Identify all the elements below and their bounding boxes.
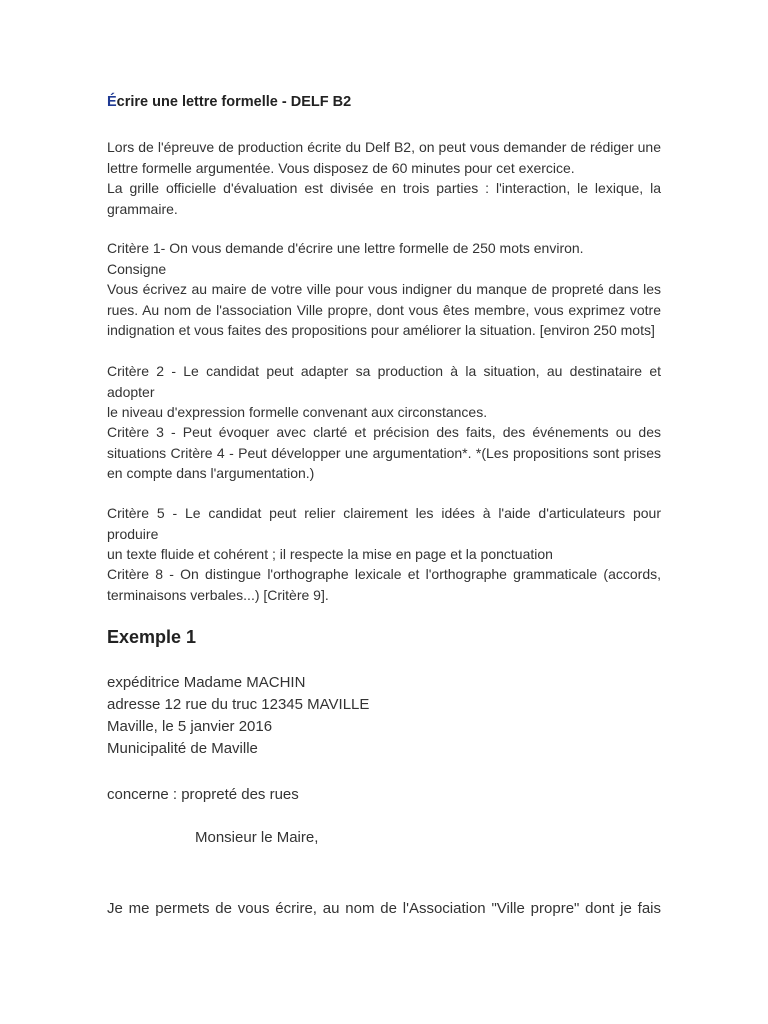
document-title xyxy=(107,94,351,110)
critere3-line: Critère 3 - Peut évoquer avec clarté et précision des faits, des événements ou des xyxy=(107,424,661,440)
letter-subject: concerne : propreté des rues xyxy=(107,786,299,803)
intro-paragraph xyxy=(107,137,661,219)
critere5-line: un texte fluide et cohérent ; il respecte la mise en page et la ponctuation xyxy=(107,546,553,562)
critere8-line: Critère 8 - On distingue l'orthographe lexicale et l'orthographe grammaticale (accords, xyxy=(107,566,661,582)
critere3-paragraph xyxy=(107,422,661,484)
exemple-heading: Exemple 1 xyxy=(107,627,197,647)
letter-salutation: Monsieur le Maire, xyxy=(195,829,319,846)
letter-recipient: Municipalité de Maville xyxy=(107,740,258,757)
intro-line: La grille officielle d'évaluation est divisée en trois parties : l'interaction, le lexique, la xyxy=(107,180,661,196)
intro-line: grammaire. xyxy=(107,200,178,217)
critere2-line: le niveau d'expression formelle convenant aux circonstances. xyxy=(107,404,488,420)
critere1-line: Critère 1- On vous demande d'écrire une lettre formelle de 250 mots environ. xyxy=(107,240,584,256)
critere1-line: indignation et vous faites des propositions pour améliorer la situation. [environ 250 mots] xyxy=(107,322,655,338)
title-first-letter: É xyxy=(107,94,117,110)
letter-sender: expéditrice Madame MACHIN xyxy=(107,674,306,691)
critere1-line: Vous écrivez au maire de votre ville pour vous indigner du manque de propreté dans les xyxy=(107,281,661,297)
critere5-paragraph xyxy=(107,503,661,565)
critere3-line: en compte dans l'argumentation.) xyxy=(107,465,315,481)
critere3-line: situations Critère 4 - Peut développer une argumentation*. *(Les propositions sont prises xyxy=(107,444,661,461)
critere2-line: Critère 2 - Le candidat peut adapter sa production à la situation, au destinataire et adopter xyxy=(107,363,661,400)
letter-date: Maville, le 5 janvier 2016 xyxy=(107,718,273,735)
critere8-paragraph xyxy=(107,564,661,605)
consigne-label: Consigne xyxy=(107,260,167,277)
letter-body-start: Je me permets de vous écrire, au nom de l'Association "Ville propre" dont je fais xyxy=(107,900,661,917)
critere1-paragraph xyxy=(107,238,661,341)
critere5-line: Critère 5 - Le candidat peut relier clairement les idées à l'aide d'articulateurs pour produire xyxy=(107,505,661,542)
title-rest: crire une lettre formelle - DELF B2 xyxy=(116,94,352,110)
critere2-paragraph xyxy=(107,361,661,423)
critere8-line: terminaisons verbales...) [Critère 9]. xyxy=(107,586,329,603)
intro-line: Lors de l'épreuve de production écrite du Delf B2, on peut vous demander de rédiger une xyxy=(107,139,661,155)
intro-line: lettre formelle argumentée. Vous disposez de 60 minutes pour cet exercice. xyxy=(107,159,575,176)
letter-address: adresse 12 rue du truc 12345 MAVILLE xyxy=(107,696,370,713)
letter-header xyxy=(107,672,369,760)
critere1-line: rues. Au nom de l'association Ville propre, dont vous êtes membre, vous exprimez votre xyxy=(107,301,661,318)
